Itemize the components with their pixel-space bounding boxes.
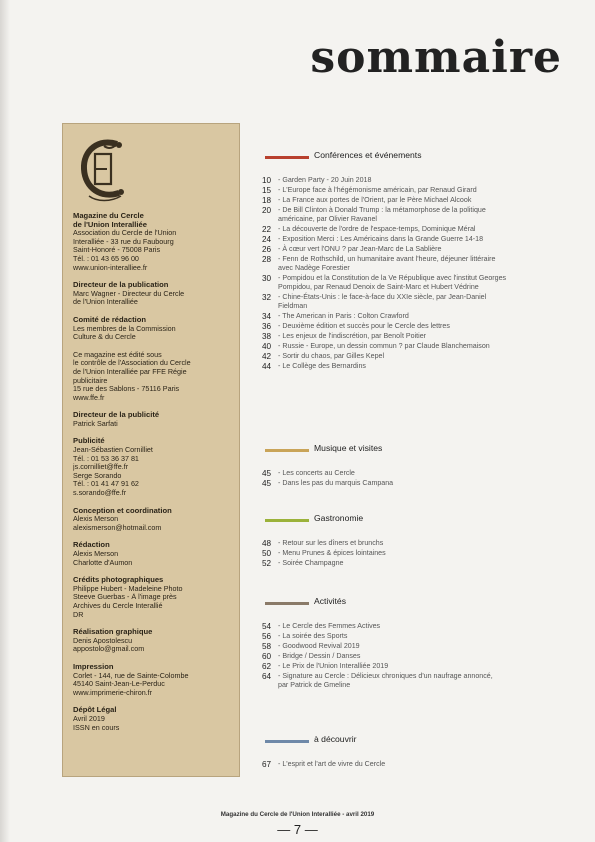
- entry-title: [278, 332, 572, 341]
- toc-section: [262, 513, 572, 569]
- colophon-block: [73, 541, 229, 567]
- club-monogram-logo: [77, 136, 131, 202]
- entry-title: [278, 760, 572, 769]
- entry-page-number: 20: [262, 206, 272, 215]
- colophon-heading: Comité de rédaction: [73, 315, 146, 324]
- entry-title-line: - Garden Party - 20 Juin 2018: [278, 176, 372, 184]
- toc-entry: [262, 312, 572, 321]
- colophon-block: [73, 576, 229, 619]
- entry-page-number: 44: [262, 362, 272, 371]
- section-title: Musique et visites: [314, 443, 383, 453]
- colophon-line: DR: [73, 610, 84, 619]
- entry-page-number: 32: [262, 293, 272, 302]
- toc-entry: [262, 196, 572, 205]
- section-title: Gastronomie: [314, 513, 364, 523]
- colophon-block: [73, 706, 229, 732]
- entry-title-line: - Pompidou et la Constitution de la Ve République avec l'institut Georges: [278, 274, 507, 282]
- colophon-line: le contrôle de l'Association du Cercle: [73, 359, 191, 368]
- toc-entry: [262, 632, 572, 641]
- toc-section: [262, 443, 572, 489]
- entry-title: [278, 549, 572, 558]
- section-entries: [262, 176, 572, 371]
- entry-title-continuation: Fieldman: [278, 302, 308, 310]
- entry-title-continuation: par Patrick de Gmeline: [278, 681, 351, 689]
- colophon-line: Association du Cercle de l'Union: [73, 229, 177, 238]
- entry-page-number: 58: [262, 642, 272, 651]
- entry-page-number: 67: [262, 760, 272, 769]
- section-entries: [262, 760, 572, 769]
- entry-title: [278, 255, 572, 273]
- entry-title-line: - Soirée Champagne: [278, 559, 344, 567]
- page-number: — 7 —: [277, 822, 318, 837]
- entry-page-number: 52: [262, 559, 272, 568]
- entry-page-number: 30: [262, 274, 272, 283]
- colophon-line: Archives du Cercle Interallié: [73, 601, 163, 610]
- entry-page-number: 48: [262, 539, 272, 548]
- entry-title: [278, 186, 572, 195]
- colophon-line: Philippe Hubert - Madeleine Photo: [73, 584, 183, 593]
- entry-page-number: 50: [262, 549, 272, 558]
- colophon-block: [73, 281, 229, 307]
- entry-title: [278, 352, 572, 361]
- colophon-heading: Conception et coordination: [73, 506, 172, 515]
- toc-section: [262, 734, 572, 770]
- colophon-heading: Dépôt Légal: [73, 706, 117, 715]
- section-title: Activités: [314, 596, 346, 606]
- section-header: [262, 734, 572, 748]
- entry-title-line: - Sortir du chaos, par Gilles Kepel: [278, 352, 385, 360]
- toc-entry: [262, 352, 572, 361]
- entry-title: [278, 235, 572, 244]
- entry-title-line: - Bridge / Dessin / Danses: [278, 652, 361, 660]
- section-entries: [262, 539, 572, 568]
- colophon-heading: Crédits photographiques: [73, 576, 164, 585]
- entry-title-continuation: avec Nadège Forestier: [278, 264, 350, 272]
- toc-entry: [262, 255, 572, 273]
- colophon-line: Les membres de la Commission: [73, 324, 176, 333]
- entry-title: [278, 293, 572, 311]
- toc-entry: [262, 672, 572, 690]
- entry-title: [278, 632, 572, 641]
- colophon-line: www.union-interalliee.fr: [73, 263, 148, 272]
- colophon-line: de l'Union Interalliée: [73, 298, 138, 307]
- colophon-line: Tél. : 01 43 65 96 00: [73, 254, 139, 263]
- toc-entry: [262, 342, 572, 351]
- entry-title-line: - Dans les pas du marquis Campana: [278, 479, 394, 487]
- entry-title-line: - La France aux portes de l'Orient, par le Père Michael Alcook: [278, 196, 472, 204]
- entry-page-number: 54: [262, 622, 272, 631]
- toc-entry: [262, 245, 572, 254]
- entry-title-continuation: américaine, par Olivier Ravanel: [278, 215, 377, 223]
- toc-entry: [262, 176, 572, 185]
- entry-page-number: 45: [262, 479, 272, 488]
- colophon-line: Corlet - 144, rue de Sainte-Colombe: [73, 671, 189, 680]
- page-title: sommaire: [310, 32, 562, 83]
- entry-title-continuation: Pompidou, par Renaud Denoix de Saint-Marc et Hubert Védrine: [278, 283, 479, 291]
- toc-section: [262, 150, 572, 372]
- colophon-block: [73, 316, 229, 342]
- colophon-line: Ce magazine est édité sous: [73, 350, 162, 359]
- colophon-heading: Publicité: [73, 437, 105, 446]
- entry-title: [278, 196, 572, 205]
- entry-title: [278, 652, 572, 661]
- section-entries: [262, 469, 572, 488]
- colophon-line: 15 rue des Sablons - 75116 Paris: [73, 385, 180, 394]
- toc-entry: [262, 539, 572, 548]
- section-header: [262, 596, 572, 610]
- section-title: à découvrir: [314, 734, 357, 744]
- section-color-bar: [265, 156, 309, 159]
- entry-page-number: 28: [262, 255, 272, 264]
- toc-entry: [262, 652, 572, 661]
- section-entries: [262, 622, 572, 690]
- entry-title-line: - Le Collège des Bernardins: [278, 362, 366, 370]
- entry-title-line: - Les enjeux de l'indiscrétion, par Benoît Poitier: [278, 332, 427, 340]
- colophon-line: Steeve Guerbas - À l'image près: [73, 593, 177, 602]
- colophon-sidebar: [62, 123, 240, 777]
- section-header: [262, 513, 572, 527]
- toc-entry: [262, 362, 572, 371]
- entry-title: [278, 274, 572, 292]
- entry-title: [278, 539, 572, 548]
- entry-title: [278, 206, 572, 224]
- colophon-heading: Directeur de la publication: [73, 281, 169, 290]
- entry-page-number: 18: [262, 196, 272, 205]
- entry-title-line: - Goodwood Revival 2019: [278, 642, 360, 650]
- toc-entry: [262, 293, 572, 311]
- page-edge: [0, 0, 10, 842]
- colophon-line: appostolo@gmail.com: [73, 645, 145, 654]
- toc-entry: [262, 479, 572, 488]
- entry-title-line: - Retour sur les dîners et brunchs: [278, 539, 384, 547]
- entry-page-number: 42: [262, 352, 272, 361]
- colophon-heading: Directeur de la publicité: [73, 411, 160, 420]
- colophon-line: Alexis Merson: [73, 515, 119, 524]
- toc-entry: [262, 322, 572, 331]
- colophon-heading: Impression: [73, 662, 114, 671]
- colophon-line: www.imprimerie-chiron.fr: [73, 688, 153, 697]
- colophon-line: Serge Sorando: [73, 471, 122, 480]
- toc-entry: [262, 662, 572, 671]
- entry-title-line: - L'esprit et l'art de vivre du Cercle: [278, 760, 386, 768]
- entry-title: [278, 362, 572, 371]
- entry-title: [278, 469, 572, 478]
- entry-page-number: 24: [262, 235, 272, 244]
- colophon-line: Saint-Honoré - 75008 Paris: [73, 246, 161, 255]
- entry-title: [278, 479, 572, 488]
- entry-page-number: 45: [262, 469, 272, 478]
- colophon-line: ISSN en cours: [73, 723, 120, 732]
- colophon-block: [73, 663, 229, 697]
- entry-title-line: - Fenn de Rothschild, un humanitaire avant l'heure, déjeuner littéraire: [278, 255, 496, 263]
- colophon-line: js.cornilliet@ffe.fr: [73, 463, 129, 472]
- colophon-block: [73, 507, 229, 533]
- colophon-heading: de l'Union Interalliée: [73, 220, 147, 229]
- entry-title: [278, 672, 572, 690]
- entry-page-number: 34: [262, 312, 272, 321]
- colophon-line: Alexis Merson: [73, 550, 119, 558]
- colophon-line: Culture & du Cercle: [73, 333, 136, 342]
- colophon-line: Interalliée - 33 rue du Faubourg: [73, 237, 174, 246]
- toc-entry: [262, 225, 572, 234]
- entry-page-number: 36: [262, 322, 272, 331]
- entry-title: [278, 642, 572, 651]
- entry-title-line: - Le Prix de l'Union Interalliée 2019: [278, 662, 389, 670]
- colophon-block: [73, 411, 229, 428]
- entry-page-number: 56: [262, 632, 272, 641]
- colophon-line: de l'Union Interalliée par FFE Régie: [73, 367, 187, 376]
- entry-title-line: - L'Europe face à l'hégémonisme américain, par Renaud Girard: [278, 186, 477, 194]
- colophon-heading: Rédaction: [73, 541, 110, 550]
- colophon-line: Patrick Sarfati: [73, 419, 118, 428]
- section-title: Conférences et événements: [314, 150, 422, 160]
- entry-title: [278, 225, 572, 234]
- entry-page-number: 22: [262, 225, 272, 234]
- entry-title-line: - Signature au Cercle : Délicieux chroniques d'un naufrage annoncé,: [278, 672, 493, 680]
- entry-page-number: 10: [262, 176, 272, 185]
- entry-title-line: - À cœur vert l'ONU ? par Jean-Marc de La Sablière: [278, 245, 442, 253]
- entry-title: [278, 662, 572, 671]
- colophon-block: [73, 437, 229, 497]
- colophon-line: Tél. : 01 41 47 91 62: [73, 480, 139, 489]
- entry-page-number: 26: [262, 245, 272, 254]
- toc-entry: [262, 206, 572, 224]
- entry-title: [278, 176, 572, 185]
- entry-title-line: - The American in Paris : Colton Crawford: [278, 312, 409, 320]
- entry-page-number: 62: [262, 662, 272, 671]
- entry-title-line: - Les concerts au Cercle: [278, 469, 355, 477]
- colophon-line: publicitaire: [73, 376, 108, 385]
- entry-page-number: 60: [262, 652, 272, 661]
- toc-entry: [262, 559, 572, 568]
- colophon-block: [73, 628, 229, 654]
- toc-entry: [262, 549, 572, 558]
- colophon-line: 45140 Saint-Jean-Le-Perduc: [73, 680, 165, 689]
- toc-entry: [262, 622, 572, 631]
- colophon-line: Marc Wagner - Directeur du Cercle: [73, 289, 185, 298]
- colophon-line: Tél. : 01 53 36 37 81: [73, 454, 139, 463]
- toc-entry: [262, 469, 572, 478]
- entry-title: [278, 622, 572, 631]
- toc-entry: [262, 235, 572, 244]
- section-color-bar: [265, 519, 309, 522]
- section-color-bar: [265, 449, 309, 452]
- toc-entry: [262, 332, 572, 341]
- colophon-block: [73, 212, 229, 272]
- colophon-line: s.sorando@ffe.fr: [73, 489, 127, 498]
- toc-entry: [262, 760, 572, 769]
- toc-entry: [262, 274, 572, 292]
- section-color-bar: [265, 602, 309, 605]
- entry-title: [278, 322, 572, 331]
- entry-title-line: - De Bill Clinton à Donald Trump : la métamorphose de la politique: [278, 206, 486, 214]
- colophon-heading: Magazine du Cercle: [73, 212, 144, 220]
- colophon-block: [73, 351, 229, 403]
- colophon-line: Avril 2019: [73, 714, 105, 723]
- entry-title-line: - Chine-États-Unis : le face-à-face du XXIe siècle, par Jean-Daniel: [278, 293, 487, 301]
- colophon-heading: Réalisation graphique: [73, 628, 153, 637]
- toc-entry: [262, 642, 572, 651]
- entry-page-number: 40: [262, 342, 272, 351]
- colophon-line: Jean-Sébastien Cornilliet: [73, 446, 153, 455]
- entry-title-line: - La soirée des Sports: [278, 632, 348, 640]
- colophon-line: alexismerson@hotmail.com: [73, 523, 162, 532]
- entry-title: [278, 312, 572, 321]
- entry-title-line: - Exposition Merci : Les Américains dans la Grande Guerre 14-18: [278, 235, 484, 243]
- entry-title: [278, 559, 572, 568]
- toc-entry: [262, 186, 572, 195]
- entry-title-line: - Deuxième édition et succès pour le Cercle des lettres: [278, 322, 450, 330]
- colophon-line: www.ffe.fr: [73, 393, 105, 402]
- entry-page-number: 15: [262, 186, 272, 195]
- section-color-bar: [265, 740, 309, 743]
- entry-title: [278, 342, 572, 351]
- section-header: [262, 443, 572, 457]
- page-footer: Magazine du Cercle de l'Union Interalliée - avril 2019: [220, 811, 375, 818]
- entry-page-number: 64: [262, 672, 272, 681]
- colophon-line: Charlotte d'Aumon: [73, 558, 133, 567]
- entry-title: [278, 245, 572, 254]
- entry-title-line: - La découverte de l'ordre de l'espace-temps, Dominique Méral: [278, 225, 476, 233]
- colophon-line: Denis Apostolescu: [73, 636, 133, 645]
- entry-page-number: 38: [262, 332, 272, 341]
- entry-title-line: - Le Cercle des Femmes Actives: [278, 622, 381, 630]
- toc-section: [262, 596, 572, 691]
- entry-title-line: - Menu Prunes & épices lointaines: [278, 549, 386, 557]
- section-header: [262, 150, 572, 164]
- entry-title-line: - Russie - Europe, un dessin commun ? par Claude Blanchemaison: [278, 342, 490, 350]
